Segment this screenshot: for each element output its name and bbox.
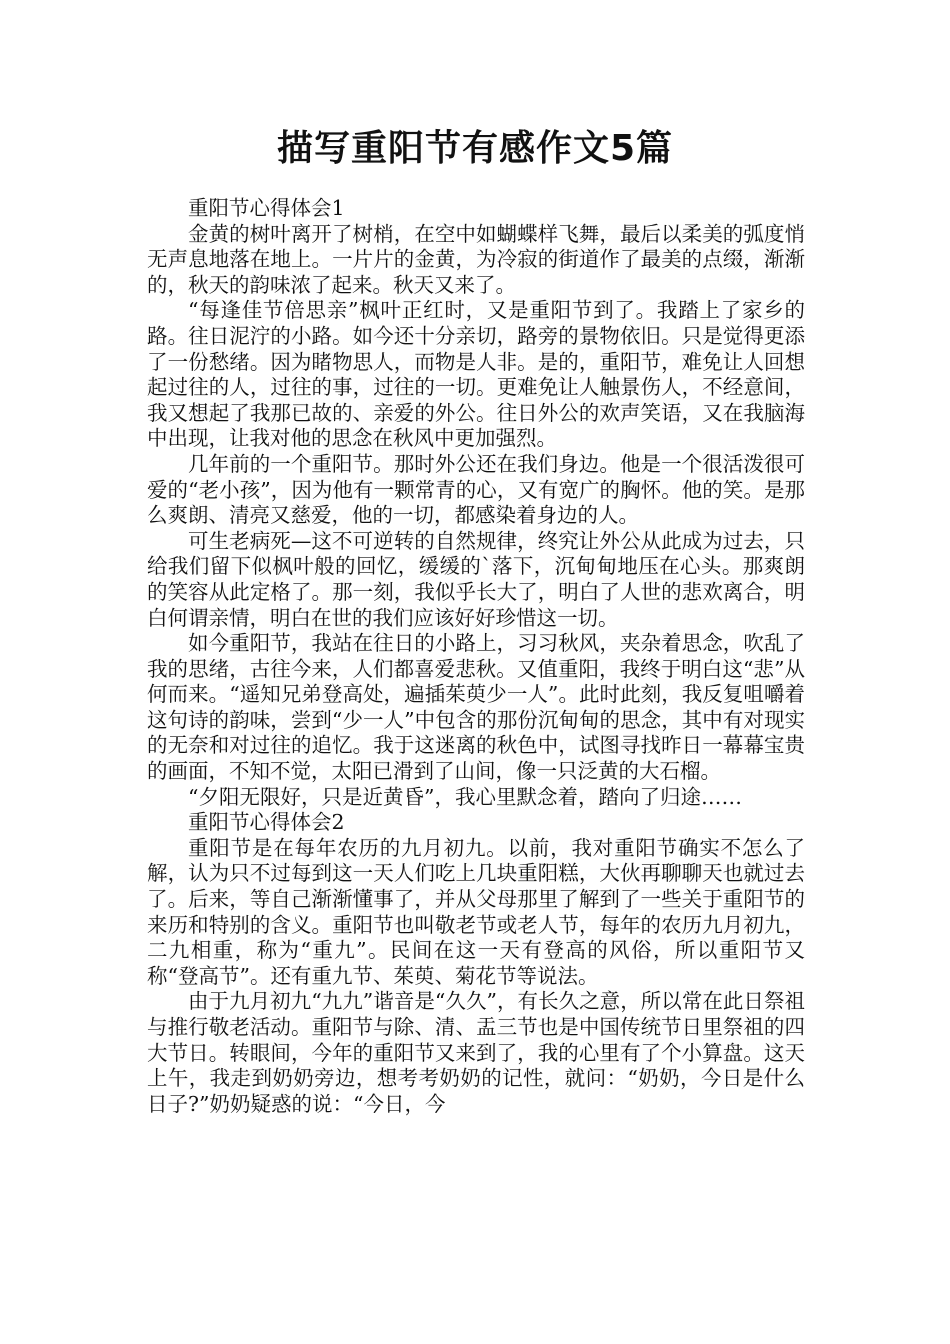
section-heading: 重阳节心得体会2: [188, 810, 345, 835]
paragraph: 金黄的树叶离开了树梢，在空中如蝴蝶样飞舞，最后以柔美的弧度悄无声息地落在地上。一片片的金黄，为冷寂的街道作了最美的点缀，渐渐的，秋天的韵味浓了起来。秋天又来了。: [147, 221, 805, 297]
paragraph: 几年前的一个重阳节。那时外公还在我们身边。他是一个很活泼很可爱的“老小孩”，因为他有一颗常青的心，又有宽广的胸怀。他的笑。是那么爽朗、清亮又慈爱，他的一切，都感染着身边的人。: [147, 451, 805, 528]
paragraph: 重阳节是在每年农历的九月初九。以前，我对重阳节确实不怎么了解，认为只不过每到这一天人们吃上几块重阳糕，大伙再聊聊天也就过去了。后来，等自己渐渐懂事了，并从父母那里了解到了一些关于重阳节的来历和特别的含义。重阳节也叫敬老节或老人节，每年的农历九月初九，二九相重，称为“重九”。民间在这一天有登高的风俗，所以重阳节又称“登高节”。还有重九节、茱萸、菊花节等说法。: [147, 835, 805, 988]
paragraph: “夕阳无限好，只是近黄昏”，我心里默念着，踏向了归途……: [188, 784, 742, 809]
section-heading: 重阳节心得体会1: [188, 196, 345, 220]
paragraph: 由于九月初九“九九”谐音是“久久”，有长久之意，所以常在此日祭祖与推行敬老活动。重阳节与除、清、盂三节也是中国传统节日里祭祖的四大节日。转眼间，今年的重阳节又来到了，我的心里有了个小算盘。这天上午，我走到奶奶旁边，想考考奶奶的记性，就问：“奶奶，今日是什么日子?”奶奶疑惑的说：“今日，今: [147, 989, 805, 1116]
paragraph: 可生老病死—这不可逆转的自然规律，终究让外公从此成为过去，只给我们留下似枫叶般的回忆，缓缓的`落下，沉甸甸地压在心头。那爽朗的笑容从此定格了。那一刻，我似乎长大了，明白了人世的悲欢离合，明白何谓亲情，明白在世的我们应该好好珍惜这一切。: [147, 528, 805, 630]
document-body: [147, 196, 805, 1117]
paragraph: “每逢佳节倍思亲”枫叶正红时，又是重阳节到了。我踏上了家乡的路。往日泥泞的小路。如今还十分亲切，路旁的景物依旧。只是觉得更添了一份愁绪。因为睹物思人，而物是人非。是的，重阳节，难免让人回想起过往的人，过往的事，过往的一切。更难免让人触景伤人，不经意间，我又想起了我那已故的、亲爱的外公。往日外公的欢声笑语，又在我脑海中出现，让我对他的思念在秋风中更加强烈。: [147, 298, 805, 451]
document-title: 描写重阳节有感作文5篇: [276, 128, 674, 169]
paragraph: 如今重阳节，我站在往日的小路上，习习秋风，夹杂着思念，吹乱了我的思绪，古往今来，人们都喜爱悲秋。又值重阳，我终于明白这“悲”从何而来。“遥知兄弟登高处，遍插茱萸少一人”。此时此刻，我反复咀嚼着这句诗的韵味，尝到“少一人”中包含的那份沉甸甸的思念，其中有对现实的无奈和对过往的追忆。我于这迷离的秋色中，试图寻找昨日一幕幕宝贵的画面，不知不觉，太阳已滑到了山间，像一只泛黄的大石榴。: [147, 631, 805, 784]
